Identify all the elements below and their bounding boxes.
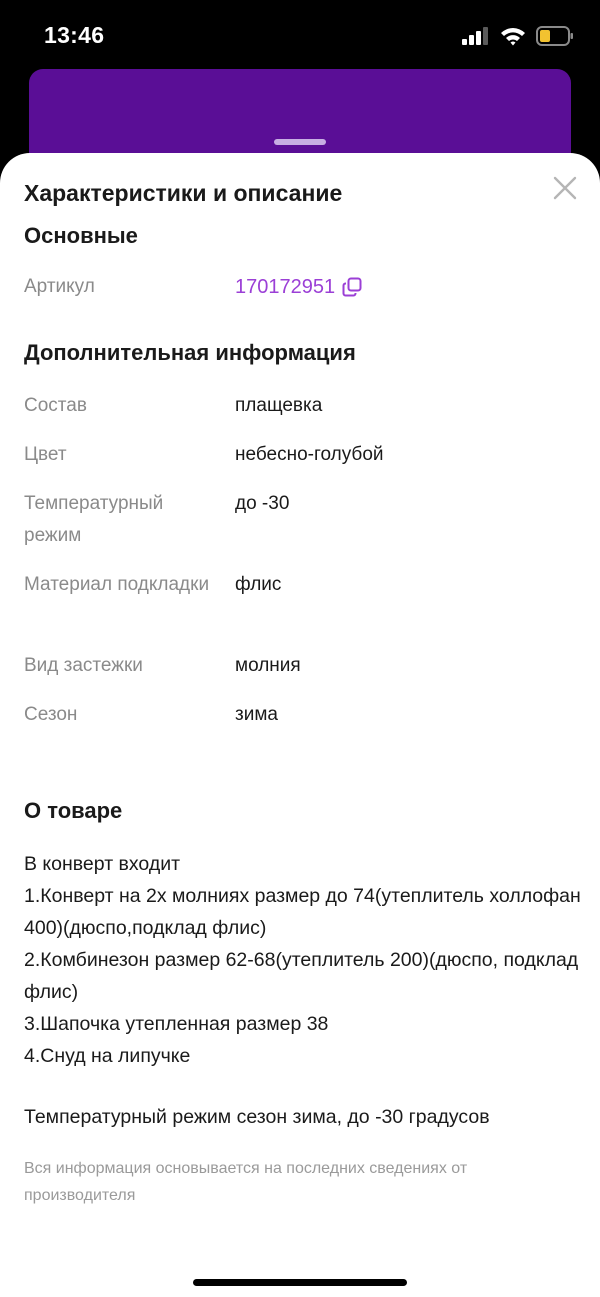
home-indicator — [193, 1279, 407, 1286]
row-value-color: небесно-голубой — [235, 444, 384, 465]
row-value-lining: флис — [235, 574, 282, 595]
row-label-season: Сезон — [24, 704, 78, 725]
characteristics-sheet — [0, 153, 600, 1297]
product-description: В конверт входит 1.Конверт на 2х молниях размер до 74(утеплитель холлофан 400)(дюспо,подклад флис) 2.Комбинезон размер 62-68(утеплитель 200)(дюспо, подклад флис) 3.Шапочка утепленная размер 38 4.Снуд на липучке — [24, 853, 581, 1067]
article-value-copy[interactable] — [235, 271, 362, 303]
row-label-temperature: Температурный режим — [24, 493, 164, 546]
row-value-season: зима — [235, 704, 278, 725]
wifi-icon — [500, 26, 526, 46]
article-label: Артикул — [24, 276, 95, 297]
article-number: 170172951 — [235, 276, 336, 298]
row-value-composition: плащевка — [235, 395, 323, 416]
status-icons — [462, 24, 574, 48]
manufacturer-disclaimer: Вся информация основывается на последних сведениях от производителя — [24, 1160, 468, 1204]
signal-icon — [462, 27, 490, 45]
battery-icon — [536, 26, 574, 46]
temperature-note: Температурный режим сезон зима, до -30 градусов — [24, 1106, 490, 1128]
row-label-fastener: Вид застежки — [24, 655, 143, 676]
row-value-temperature: до -30 — [235, 493, 290, 514]
row-label-color: Цвет — [24, 444, 67, 465]
sheet-title: Характеристики и описание — [24, 180, 343, 206]
section-title-about: О товаре — [24, 798, 123, 823]
row-label-composition: Состав — [24, 395, 87, 416]
sheet-grabber[interactable] — [274, 139, 326, 145]
row-label-lining: Материал подкладки — [24, 574, 210, 595]
close-button[interactable] — [548, 171, 582, 205]
status-time: 13:46 — [44, 22, 105, 48]
status-bar — [0, 0, 600, 70]
section-title-additional: Дополнительная информация — [24, 340, 356, 365]
copy-icon[interactable] — [342, 277, 362, 297]
row-value-fastener: молния — [235, 655, 301, 676]
close-icon — [553, 176, 577, 200]
section-title-basic: Основные — [24, 223, 138, 248]
